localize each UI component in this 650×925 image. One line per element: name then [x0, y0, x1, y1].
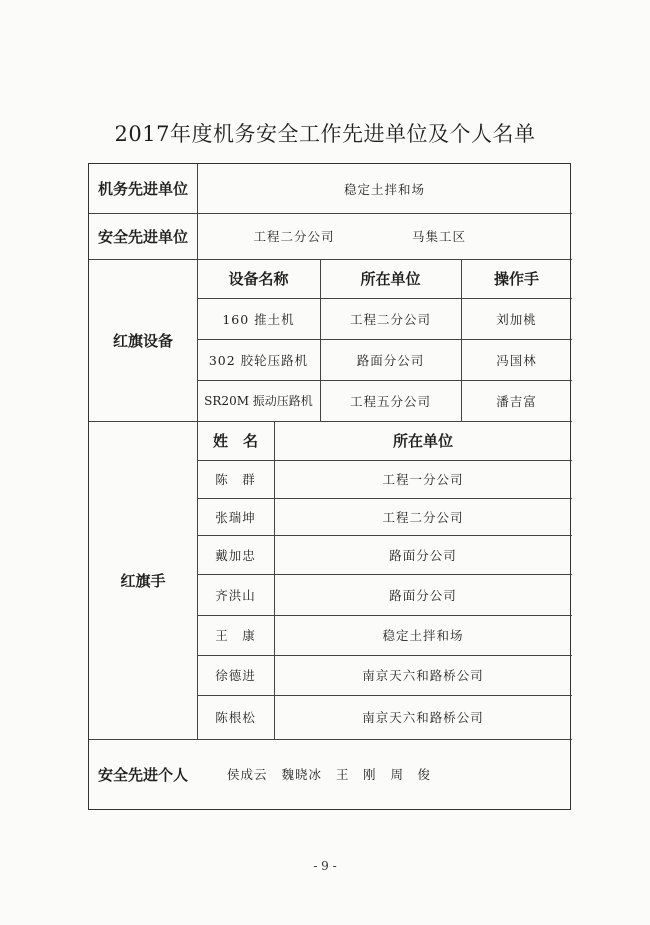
operator-header: 操作手	[493, 270, 539, 288]
operator-cell: 潘吉富	[496, 393, 537, 409]
person-unit-cell: 工程二分公司	[382, 509, 464, 525]
person-name-cell: 齐洪山	[215, 587, 256, 603]
operator-cell: 冯国林	[496, 352, 537, 368]
equipment-unit-cell: 路面分公司	[356, 352, 425, 368]
page-title: 2017年度机务安全工作先进单位及个人名单	[114, 122, 536, 146]
safety-unit-value: 工程二分公司	[253, 229, 335, 244]
safety-individuals-label: 安全先进个人	[97, 765, 188, 784]
advanced-unit-value: 稳定土拌和场	[343, 181, 425, 197]
safety-unit-label: 安全先进单位	[97, 227, 188, 246]
safety-individual-name: 周 俊	[390, 767, 432, 782]
person-unit-cell: 南京天六和路桥公司	[362, 668, 484, 683]
equipment-unit-header: 所在单位	[360, 270, 421, 288]
equipment-name-header: 设备名称	[228, 270, 289, 288]
red-flag-person-label: 红旗手	[120, 571, 166, 590]
person-name-cell: 张瑞坤	[215, 509, 256, 525]
equipment-unit-cell: 工程五分公司	[349, 393, 431, 409]
equipment-name-cell: 302 胶轮压路机	[208, 352, 309, 368]
person-unit-cell: 稳定土拌和场	[382, 628, 464, 643]
operator-cell: 刘加桃	[496, 311, 537, 327]
page-number: - 9 -	[313, 859, 337, 873]
person-name-header: 姓 名	[212, 432, 258, 450]
safety-individuals-list	[197, 739, 572, 809]
person-unit-cell: 路面分公司	[389, 587, 457, 603]
person-unit-cell: 路面分公司	[389, 547, 457, 563]
safety-individual-name: 魏晓冰	[281, 767, 323, 782]
safety-individual-name: 侯成云	[227, 767, 268, 782]
award-table	[88, 163, 571, 810]
equipment-name-cell: 160 推土机	[222, 311, 295, 327]
person-name-cell: 陈根松	[215, 710, 256, 725]
safety-unit-value: 马集工区	[411, 229, 466, 244]
person-name-cell: 王 康	[215, 628, 256, 643]
person-name-cell: 徐德进	[215, 668, 256, 683]
red-flag-equipment-label: 红旗设备	[112, 331, 173, 350]
person-name-cell: 戴加忠	[215, 547, 256, 563]
advanced-unit-label: 机务先进单位	[97, 180, 188, 198]
person-unit-header: 所在单位	[392, 432, 453, 450]
safety-individual-name: 王 刚	[336, 767, 377, 782]
person-unit-cell: 工程一分公司	[382, 472, 464, 487]
equipment-unit-cell: 工程二分公司	[349, 311, 431, 327]
equipment-name-cell: SR20M 振动压路机	[204, 394, 313, 408]
person-name-cell: 陈 群	[215, 472, 256, 487]
person-unit-cell: 南京天六和路桥公司	[362, 710, 484, 725]
